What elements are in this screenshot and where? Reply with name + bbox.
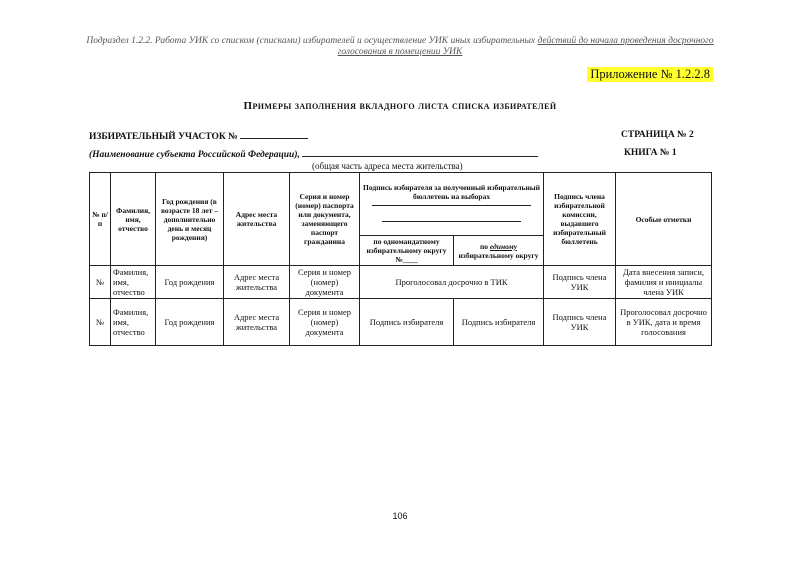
table-row [90, 266, 712, 299]
precinct-blank [240, 129, 308, 139]
document-title: Примеры заполнения вкладного листа списка избирателей [243, 100, 557, 112]
address-note: (общая часть адреса места жительства) [312, 161, 463, 171]
blank-line-2 [382, 221, 521, 222]
cell-address: Адрес места жительства [224, 266, 290, 299]
page-header [40, 36, 760, 58]
cell-notes: Дата внесения записи, фамилия и инициалы члена УИК [616, 266, 712, 299]
cell-member: Подпись члена УИК [544, 299, 616, 346]
signature-group-label: Подпись избирателя за полученный избирательный бюллетень на выборах [363, 183, 540, 201]
cell-name: Фамилия, имя, отчество [111, 266, 156, 299]
col-name-header: Фамилия, имя, отчество [111, 173, 156, 266]
precinct-line [89, 129, 308, 143]
col-address-header: Адрес места жительства [224, 173, 290, 266]
col-birth-header: Год рождения (в возрасте 18 лет – дополнительно день и месяц рождения) [156, 173, 224, 266]
cell-merged-signature: Проголосовал досрочно в ТИК [360, 266, 544, 299]
col-signature-group-header [360, 173, 544, 236]
book-label: КНИГА № 1 [624, 148, 677, 158]
region-line [89, 147, 538, 161]
unified-word: единому [489, 241, 518, 251]
col-member-header: Подпись члена избирательной комиссии, выдавшего избирательный бюллетень [544, 173, 616, 266]
cell-signature-2: Подпись избирателя [454, 299, 544, 346]
header-line1-a: Подраздел 1.2.2. Работа УИК со списком (списками) избирателей и осуществление УИК иных избирательных [86, 36, 536, 46]
cell-num: № [90, 299, 111, 346]
unified-suffix: избирательному округу [458, 250, 539, 260]
precinct-label: ИЗБИРАТЕЛЬНЫЙ УЧАСТОК № [89, 132, 238, 142]
page-number: 106 [392, 511, 408, 521]
unified-prefix: по [479, 241, 489, 251]
col-unified-header [454, 236, 544, 266]
voter-list-table [89, 172, 712, 346]
col-num-header: № п/п [90, 173, 111, 266]
cell-num: № [90, 266, 111, 299]
col-notes-header: Особые отметки [616, 173, 712, 266]
header-row-1 [90, 173, 712, 236]
blank-line-1 [372, 205, 531, 206]
cell-notes: Проголосовал досрочно в УИК, дата и время голосования [616, 299, 712, 346]
signature-blank-lines [362, 201, 541, 223]
header-line1-b: действий до начала проведения досрочного [537, 36, 714, 46]
cell-birth: Год рождения [156, 266, 224, 299]
cell-passport: Серия и номер (номер) документа [290, 299, 360, 346]
region-blank [302, 147, 538, 157]
cell-name: Фамилия, имя, отчество [111, 299, 156, 346]
cell-address: Адрес места жительства [224, 299, 290, 346]
col-passport-header: Серия и номер (номер) паспорта или документа, заменяющего паспорт гражданина [290, 173, 360, 266]
header-line2: голосования в помещении УИК [337, 47, 463, 57]
appendix-label: Приложение № 1.2.2.8 [587, 67, 713, 82]
cell-passport: Серия и номер (номер) документа [290, 266, 360, 299]
cell-member: Подпись члена УИК [544, 266, 616, 299]
table-row [90, 299, 712, 346]
col-single-mandate-header: по одномандатному избирательному округу №____ [360, 236, 454, 266]
page-label: СТРАНИЦА № 2 [621, 130, 694, 140]
region-label: (Наименование субъекта Российской Федерации), [89, 150, 300, 160]
cell-signature-1: Подпись избирателя [360, 299, 454, 346]
cell-birth: Год рождения [156, 299, 224, 346]
